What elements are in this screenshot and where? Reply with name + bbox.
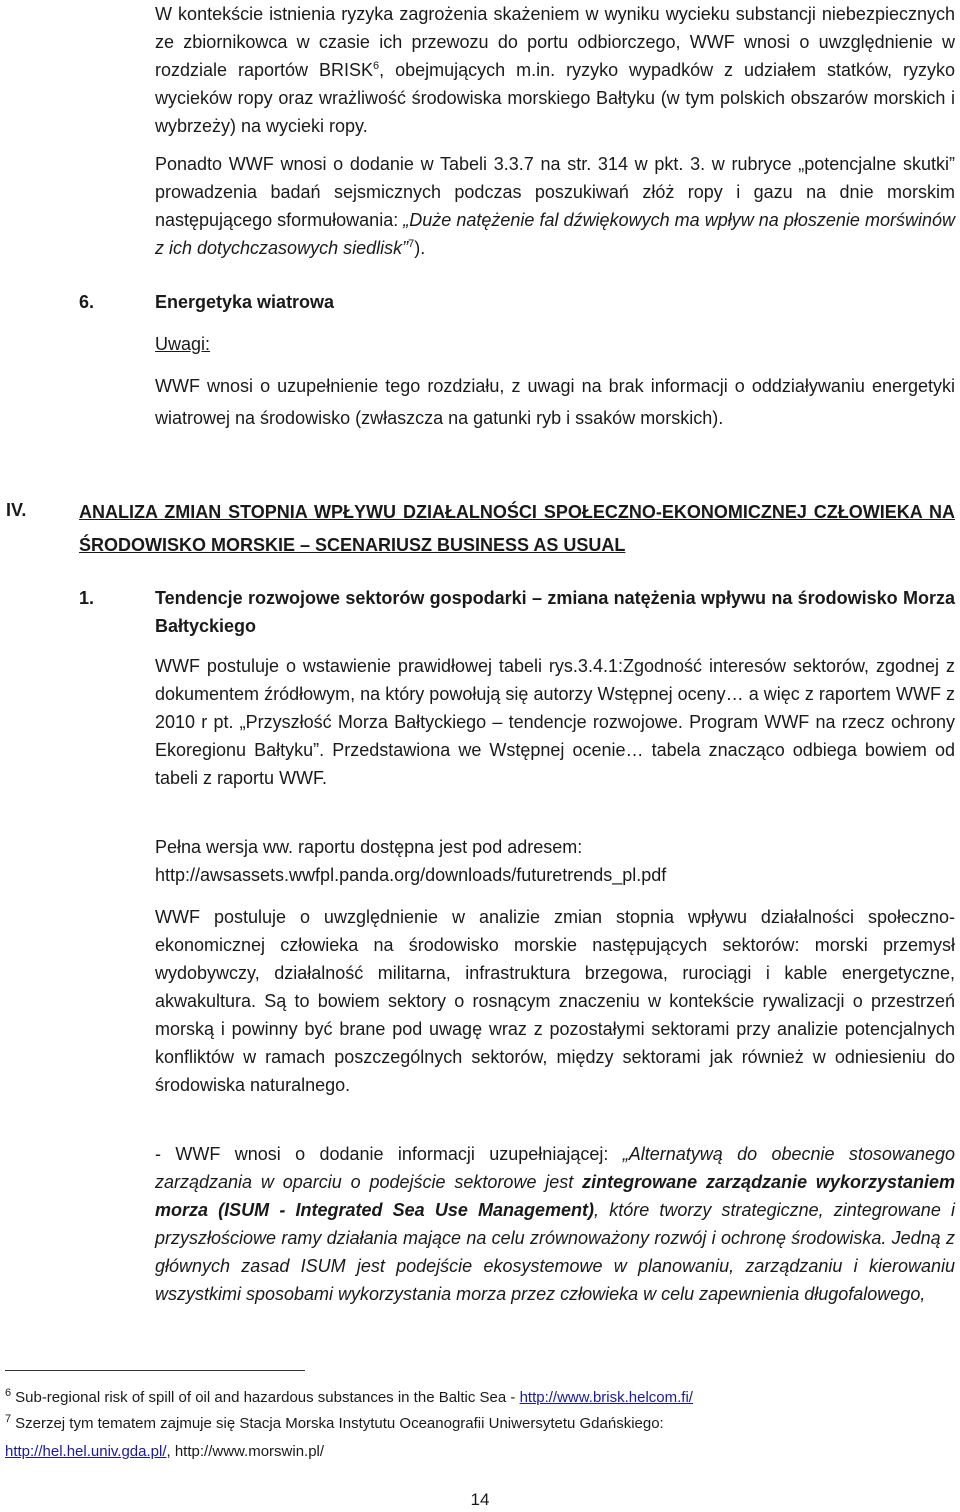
paragraph-tabela [155, 150, 955, 262]
footnote-number: 7 [5, 1413, 12, 1425]
paragraph-table-fix: WWF postuluje o wstawienie prawidłowej tabeli rys.3.4.1:Zgodność interesów sektorów, zgodnej z dokumentem źródłowym, na który powołują się autorzy Wstępnej oceny… a więc z raportem WWF z 2010 r pt. „Przyszłość Morza Bałtyckiego – tendencje rozwojowe. Program WWF na rzecz ochrony Ekoregionu Bałtyku”. Przedstawiona we Wstępnej ocenie… tabela znacząco odbiega bowiem od tabeli z raportu WWF. [155, 656, 955, 788]
footnote-7 [5, 1414, 955, 1434]
page-number: 14 [470, 1490, 490, 1509]
remarks-label [155, 330, 955, 358]
footnote-link[interactable]: http://www.brisk.helcom.fi/ [519, 1389, 693, 1406]
paragraph-quote: , które tworzy strategiczne, zintegrowane i przyszłościowe ramy działania mające na celu zrównoważony rozwój i ochronę środowiska. Jedną z głównych zasad ISUM jest podejście ekosystemowe w planowaniu, zarządzaniu i kierowaniu wszystkimi sposobami wykorzystania morza przez człowieka w celu zapewnienia długofalowego, [155, 1200, 955, 1304]
section-number: IV. [6, 500, 27, 520]
footnote-link-plain[interactable]: http://www.morswin.pl/ [174, 1443, 325, 1460]
paragraph-text: W kontekście istnienia ryzyka zagrożenia skażeniem w wyniku wycieku substancji niebezpiecznych ze zbiornikowca w czasie ich przewozu do portu odbiorczego, WWF wnosi o uwzględnienie w rozdziale raportów BRISK [155, 4, 955, 80]
subsection-title: Tendencje rozwojowe sektorów gospodarki – zmiana natężenia wpływu na środowisko Morza Bałtyckiego [155, 588, 955, 636]
footnote-ref[interactable]: 6 [373, 60, 380, 72]
paragraph-text: ). [414, 238, 426, 258]
footnote-separator [5, 1370, 305, 1371]
report-url[interactable]: http://awsassets.wwfpl.panda.org/downloads/futuretrends_pl.pdf [155, 865, 667, 885]
section-number: 6. [79, 292, 95, 312]
subsection-number: 1. [79, 588, 95, 608]
footnote-text: Szerzej tym tematem zajmuje się Stacja Morska Instytutu Oceanografii Uniwersytetu Gdańskiego: [15, 1415, 664, 1432]
paragraph-isum [155, 1140, 955, 1308]
paragraph-brisk [155, 0, 955, 140]
footnote-ref[interactable]: 7 [408, 238, 415, 250]
paragraph-sectors: WWF postuluje o uwzględnienie w analizie zmian stopnia wpływu działalności społeczno-ekonomicznej człowieka na środowisko morskie następujących sektorów: morski przemysł wydobywczy, działalność militarna, infrastruktura brzegowa, rurociągi i kable energetyczne, akwakultura. Są to bowiem sektory o rosnącym znaczeniu w kontekście rywalizacji o przestrzeń morską i powinny być brane pod uwagę wraz z pozostałymi sektorami przy analizie potencjalnych konfliktów w ramach poszczególnych sektorów, między sektorami jak również w odniesieniu do środowiska naturalnego. [155, 907, 955, 1095]
paragraph-emphasis: zintegrowane zarządzanie wykorzystaniem morza (ISUM - Integrated Sea Use Management) [155, 1172, 955, 1220]
paragraph-quote: „Duże natężenie fal dźwiękowych ma wpływ na płoszenie morświnów z ich dotychczasowych siedlisk” [155, 210, 955, 258]
footnote-6 [5, 1388, 955, 1408]
remarks-label-text: Uwagi: [155, 334, 211, 354]
section-title: Energetyka wiatrowa [155, 292, 335, 312]
footnote-separator-text: , [166, 1443, 175, 1460]
footnote-text: Sub-regional risk of spill of oil and hazardous substances in the Baltic Sea - [15, 1389, 520, 1406]
paragraph-text: Pełna wersja ww. raportu dostępna jest pod adresem: [155, 837, 583, 857]
paragraph-wind: WWF wnosi o uzupełnienie tego rozdziału, z uwagi na brak informacji o oddziaływaniu energetyki wiatrowej na środowisko (zwłaszcza na gatunki ryb i ssaków morskich). [155, 376, 955, 428]
paragraph-text: - WWF wnosi o dodanie informacji uzupełniającej: [155, 1144, 623, 1164]
footnote-link[interactable]: http://hel.hel.univ.gda.pl/ [5, 1443, 167, 1460]
paragraph-text: , obejmujących m.in. ryzyko wypadków z udziałem statków, ryzyko wycieków ropy oraz wrażliwość środowiska morskiego Bałtyku (w tym polskich obszarów morskich i wybrzeży) na wycieki ropy. [155, 60, 956, 136]
footnote-number: 6 [5, 1387, 12, 1399]
footnote-7-links [5, 1442, 955, 1462]
paragraph-text: Ponadto WWF wnosi o dodanie w Tabeli 3.3.7 na str. 314 w pkt. 3. w rubryce „potencjalne skutki” prowadzenia badań sejsmicznych podczas poszukiwań złóż ropy i gazu na dnie morskim następującego sformułowania: [155, 154, 955, 230]
paragraph-quote: „Alternatywą do obecnie stosowanego zarządzania w oparciu o podejście sektorowe jest [155, 1144, 955, 1192]
section-title: ANALIZA ZMIAN STOPNIA WPŁYWU DZIAŁALNOŚCI SPOŁECZNO-EKONOMICZNEJ CZŁOWIEKA NA ŚRODOWISKO MORSKIE – SCENARIUSZ BUSINESS AS USUAL [79, 502, 955, 555]
paragraph-report-link [155, 833, 955, 889]
